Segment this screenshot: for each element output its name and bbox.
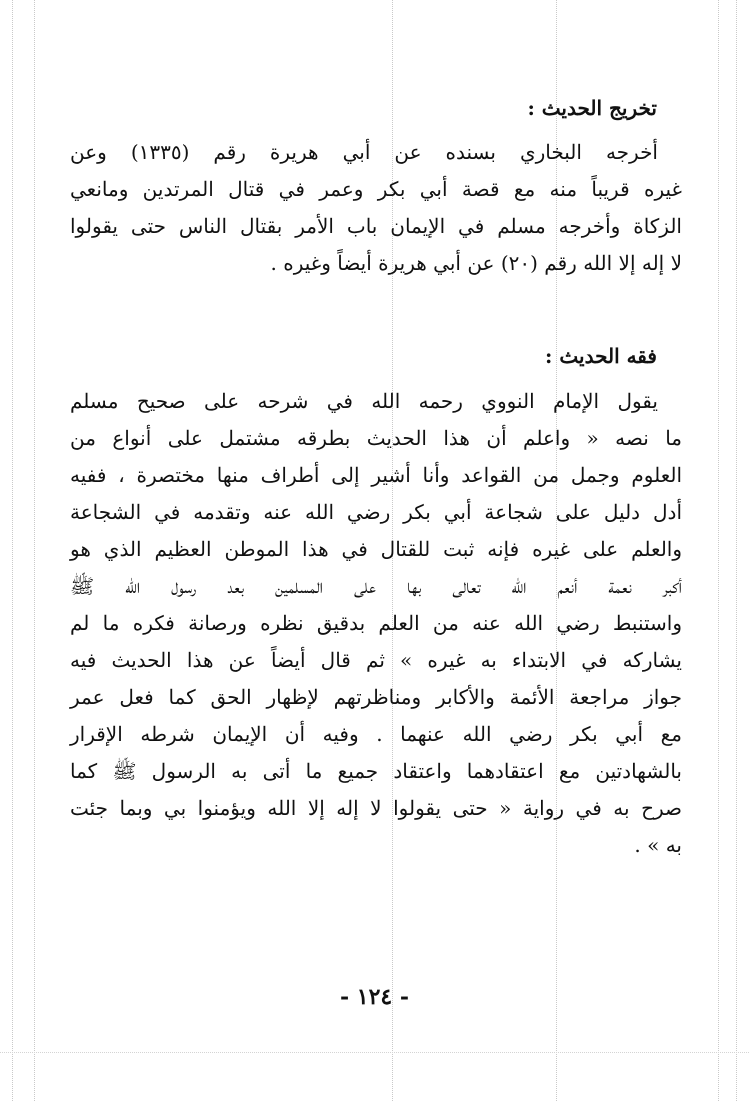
text-line: واستنبط رضي الله عنه من العلم بدقيق نظره ورصانة فكره ما لم bbox=[70, 611, 682, 635]
text-line: غيره قريباً منه مع قصة أبي بكر وعمر في قتال المرتدين ومانعي bbox=[70, 177, 682, 201]
text-line: يقول الإمام النووي رحمه الله في شرحه على صحيح مسلم bbox=[70, 389, 658, 413]
text-line: أكبر نعمة أنعم الله تعالى بها على المسلمين بعد رسول الله ﷺ bbox=[70, 574, 682, 598]
scan-guide-line bbox=[718, 0, 719, 1101]
text-line: أدل دليل على شجاعة أبي بكر رضي الله عنه وتقدمه في الشجاعة bbox=[70, 500, 682, 524]
text-line: مع أبي بكر رضي الله عنهما . وفيه أن الإيمان شرطه الإقرار bbox=[70, 722, 682, 746]
page-number: - ١٢٤ - bbox=[339, 984, 410, 1010]
text-line: جواز مراجعة الأئمة والأكابر ومناظرتهم لإظهار الحق كما فعل عمر bbox=[70, 685, 682, 709]
text-line: والعلم على غيره فإنه ثبت للقتال في هذا الموطن العظيم الذي هو bbox=[70, 537, 682, 561]
text-line: أخرجه البخاري بسنده عن أبي هريرة رقم (١٣٣٥) وعن bbox=[70, 140, 658, 164]
section-heading-takhrij: تخريج الحديث : bbox=[527, 96, 657, 120]
section-heading-fiqh: فقه الحديث : bbox=[545, 344, 657, 368]
text-line: يشاركه في الابتداء به غيره » ثم قال أيضاً عن هذا الحديث فيه bbox=[70, 648, 682, 672]
fiqh-paragraph bbox=[70, 383, 682, 864]
text-line: لا إله إلا الله رقم (٢٠) عن أبي هريرة أيضاً وغيره . bbox=[270, 251, 682, 275]
text-line: به » . bbox=[634, 833, 682, 857]
scan-guide-line bbox=[12, 0, 13, 1101]
text-line: العلوم وجمل من القواعد وأنا أشير إلى أطراف منها مختصرة ، ففيه bbox=[70, 463, 682, 487]
scan-guide-line bbox=[736, 0, 737, 1101]
scan-guide-line bbox=[0, 1052, 749, 1053]
text-line: بالشهادتين مع اعتقادهما واعتقاد جميع ما أتى به الرسول ﷺ كما bbox=[70, 759, 682, 783]
text-line: صرح به في رواية « حتى يقولوا لا إله إلا الله ويؤمنوا بي وبما جئت bbox=[70, 796, 682, 820]
text-line: ما نصه « واعلم أن هذا الحديث بطرقه مشتمل على أنواع من bbox=[70, 426, 682, 450]
text-line: الزكاة وأخرجه مسلم في الإيمان باب الأمر بقتال الناس حتى يقولوا bbox=[70, 214, 682, 238]
scan-guide-line bbox=[34, 0, 35, 1101]
takhrij-paragraph bbox=[70, 134, 682, 282]
